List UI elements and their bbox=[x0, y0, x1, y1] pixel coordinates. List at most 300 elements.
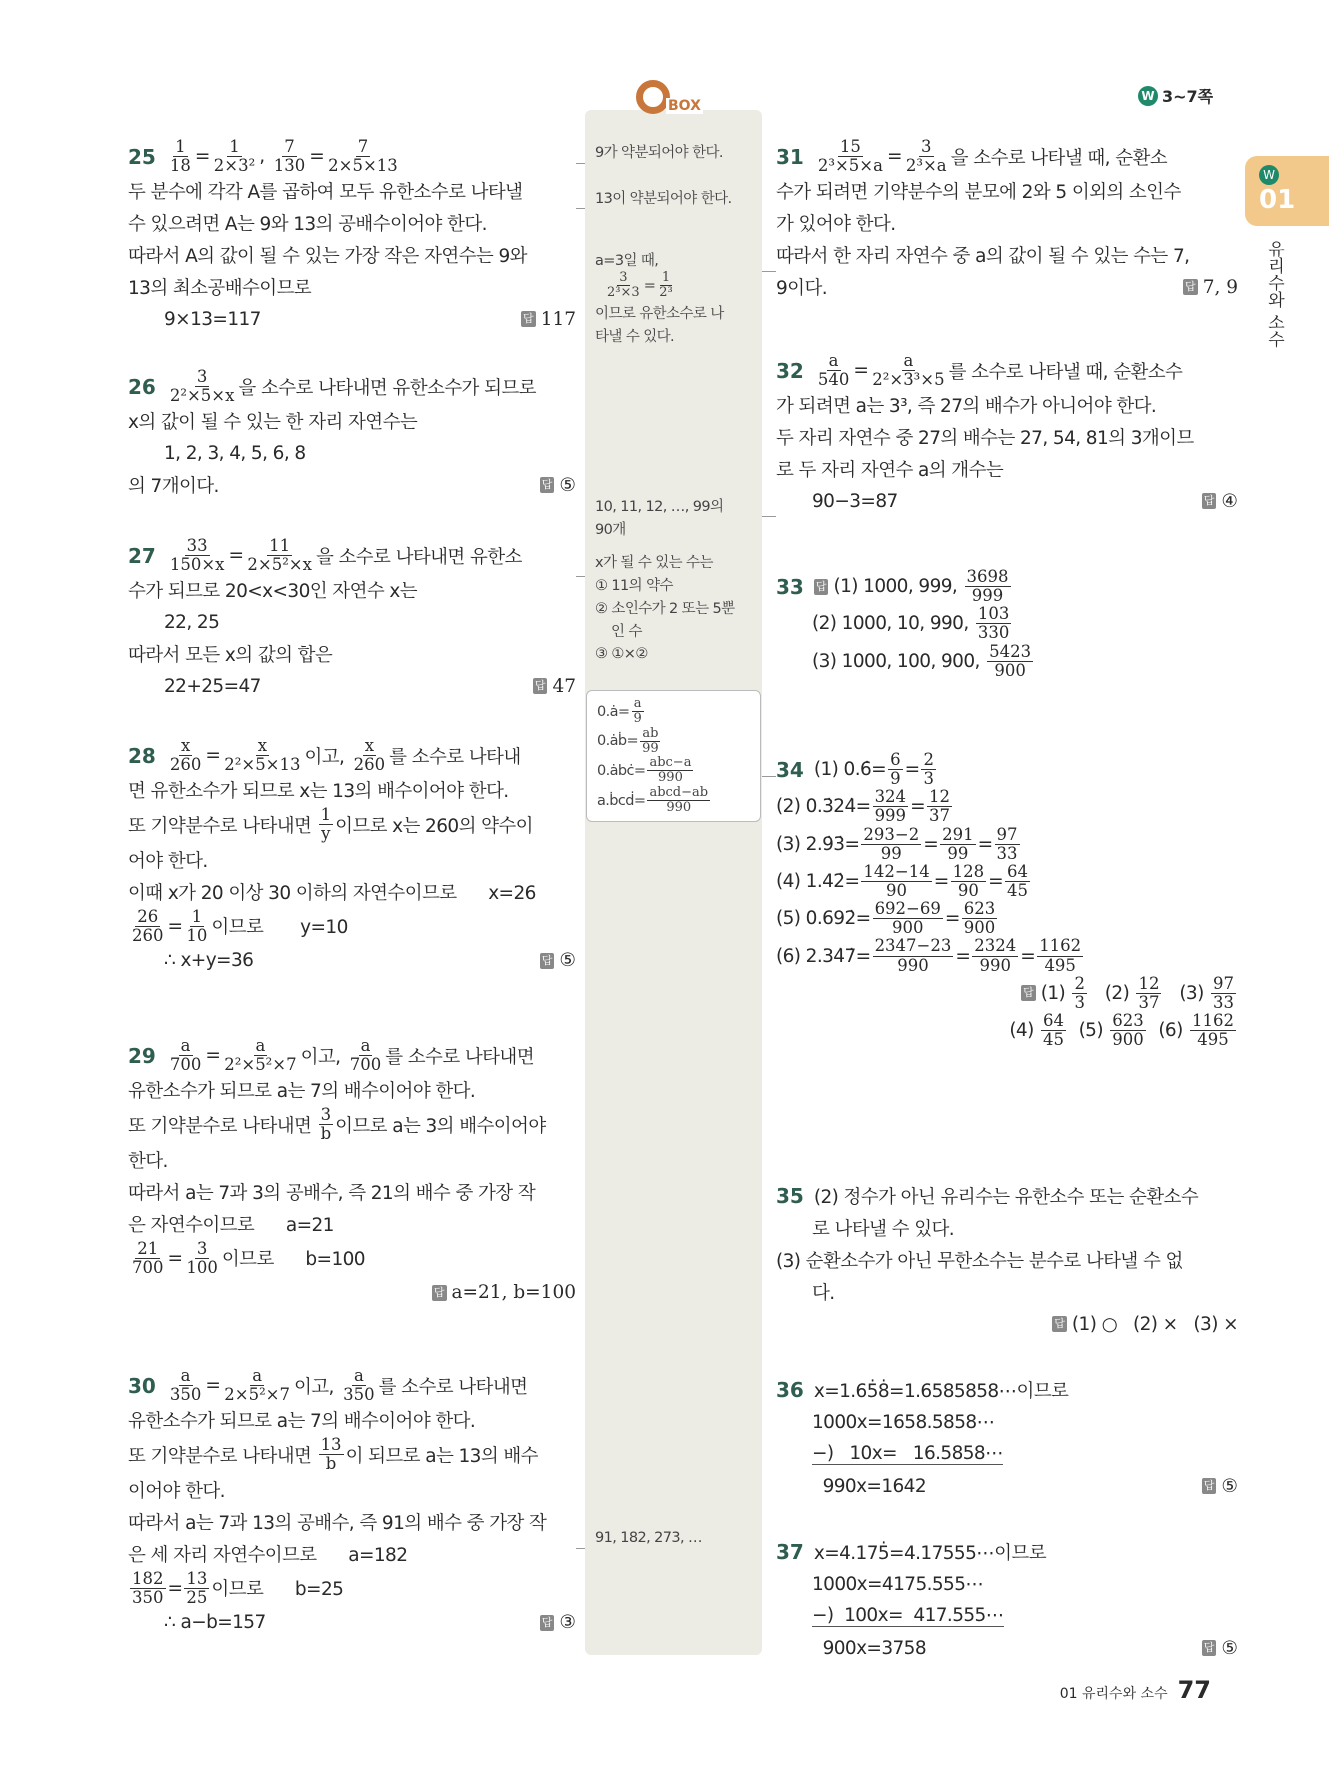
denominator: 99 bbox=[947, 843, 969, 863]
text-line bbox=[595, 271, 759, 301]
text-line bbox=[595, 550, 759, 573]
answer-mark-icon: 답 bbox=[433, 1285, 445, 1299]
problem-28 bbox=[128, 737, 576, 977]
denominator: 2³×a bbox=[905, 156, 947, 176]
text-segment: 로 두 자리 자연수 a의 개수는 bbox=[776, 460, 1004, 482]
fraction bbox=[657, 271, 674, 301]
text-segment: 10, 11, 12, …, 99의 bbox=[595, 499, 724, 515]
qbox-sidebar bbox=[585, 110, 762, 1655]
text-segment: 9가 약분되어야 한다. bbox=[595, 145, 723, 161]
numerator: 97 bbox=[996, 824, 1018, 844]
text-segment: 다. bbox=[812, 1283, 835, 1304]
denominator: 900 bbox=[891, 918, 924, 938]
fraction bbox=[1211, 975, 1236, 1012]
numerator: ab bbox=[642, 725, 659, 741]
text-segment: 로 나타낼 수 있다. bbox=[812, 1219, 955, 1240]
text-line bbox=[128, 207, 576, 239]
text-line bbox=[776, 453, 1238, 485]
chapter-number: 01 bbox=[1259, 185, 1296, 215]
denominator: b bbox=[325, 1454, 337, 1474]
text-segment: 한다. bbox=[128, 1150, 168, 1172]
numerator: 142−14 bbox=[863, 861, 930, 881]
connector-line bbox=[576, 208, 585, 209]
text-line bbox=[776, 1406, 1238, 1438]
fraction bbox=[1072, 975, 1087, 1012]
text-line bbox=[128, 437, 576, 469]
text-segment: 두 자리 자연수 중 27의 배수는 27, 54, 81의 3개이므 bbox=[776, 428, 1194, 450]
fraction bbox=[995, 826, 1020, 863]
fraction bbox=[352, 737, 388, 774]
text-segment: 수가 되려면 기약분수의 분모에 2와 5 이외의 소인수 bbox=[776, 182, 1181, 204]
text-segment: 또 기약분수로 나타내면 bbox=[128, 1115, 317, 1137]
text-segment: = bbox=[988, 870, 1004, 892]
text-line bbox=[595, 248, 759, 271]
fraction bbox=[640, 727, 661, 757]
denominator: 540 bbox=[817, 370, 850, 390]
text-segment: = bbox=[923, 833, 939, 855]
text-line bbox=[595, 1526, 759, 1549]
denominator: 700 bbox=[132, 1257, 164, 1277]
text-segment: ∴ a−b=157 bbox=[164, 1612, 266, 1634]
answer-mark-icon: 답 bbox=[1054, 1317, 1065, 1330]
fraction bbox=[245, 537, 314, 574]
fraction bbox=[130, 1570, 166, 1607]
numerator: 2324 bbox=[974, 936, 1017, 956]
text-segment: 990x=1642 bbox=[812, 1475, 927, 1497]
text-segment: 따라서 모든 x의 값의 합은 bbox=[128, 645, 333, 667]
fraction bbox=[341, 1367, 377, 1404]
text-segment: 수 있으려면 A는 9와 13의 공배수이어야 한다. bbox=[128, 214, 487, 236]
text-line bbox=[128, 1436, 576, 1473]
text-line bbox=[595, 186, 759, 209]
text-line bbox=[597, 727, 750, 757]
denominator: 990 bbox=[979, 955, 1012, 975]
problem-number: 36 bbox=[776, 1378, 804, 1402]
text-line bbox=[776, 1632, 1238, 1664]
text-line bbox=[128, 239, 576, 271]
problem-number: 29 bbox=[128, 1043, 156, 1068]
text-line bbox=[776, 175, 1238, 207]
numerator: a bbox=[180, 1366, 191, 1385]
denominator: 9 bbox=[890, 769, 901, 789]
text-segment: = bbox=[853, 360, 869, 382]
denominator: 18 bbox=[169, 156, 191, 176]
fraction bbox=[962, 900, 998, 937]
text-segment: ② 소인수가 2 또는 5뿐 bbox=[595, 601, 735, 617]
text-segment: 0.ȧ= bbox=[597, 703, 630, 720]
denominator: 2²×3³×5 bbox=[872, 370, 945, 390]
answer-value: ⑤ bbox=[1221, 1637, 1238, 1659]
text-segment: 13의 최소공배수이므로 bbox=[128, 278, 312, 300]
numerator: 623 bbox=[963, 899, 996, 919]
denominator: 100 bbox=[186, 1257, 218, 1277]
text-line bbox=[128, 1037, 576, 1074]
text-segment: (4) 1.42̇= bbox=[776, 870, 860, 892]
answer-value: 47 bbox=[552, 675, 576, 697]
fraction bbox=[873, 788, 909, 825]
denominator: 990 bbox=[658, 770, 683, 786]
text-segment: (1) 1000, 999, bbox=[833, 576, 963, 598]
text-line bbox=[128, 945, 576, 977]
denominator: 90 bbox=[957, 880, 979, 900]
fraction bbox=[348, 1037, 384, 1074]
text-line bbox=[128, 574, 576, 606]
denominator: 9 bbox=[633, 711, 642, 727]
text-segment: (5) bbox=[1068, 1020, 1109, 1042]
text-line bbox=[776, 643, 1238, 680]
numerator: a bbox=[633, 696, 642, 711]
fraction bbox=[319, 1106, 334, 1143]
text-segment: 타낼 수 있다. bbox=[595, 328, 675, 345]
answer-value: ⑤ bbox=[559, 474, 576, 496]
text-segment: (3) 2.9̇3̇= bbox=[776, 833, 860, 855]
denominator: 99 bbox=[880, 843, 902, 863]
numerator: a bbox=[353, 1366, 364, 1385]
text-segment: 이고, bbox=[300, 1046, 346, 1068]
numerator: 33 bbox=[186, 536, 208, 555]
fraction bbox=[184, 1570, 209, 1607]
numerator: 291 bbox=[942, 824, 974, 844]
fraction bbox=[927, 788, 952, 825]
answer bbox=[525, 676, 576, 697]
answer bbox=[532, 950, 576, 971]
text-segment: 면 유한소수가 되므로 x는 13의 배수이어야 한다. bbox=[128, 781, 509, 803]
fraction bbox=[184, 908, 209, 945]
answer-mark-icon: 답 bbox=[541, 953, 553, 967]
numerator: 1 bbox=[320, 805, 332, 825]
text-line bbox=[128, 737, 576, 774]
page-footer bbox=[1060, 1676, 1211, 1704]
problem-number: 27 bbox=[128, 543, 156, 568]
fraction bbox=[168, 368, 237, 405]
denominator: 2²×5×x bbox=[169, 386, 235, 406]
numerator: 293−2 bbox=[863, 824, 920, 844]
text-segment: = bbox=[167, 1577, 183, 1599]
text-line bbox=[595, 517, 759, 540]
text-segment: = bbox=[977, 833, 993, 855]
text-line bbox=[128, 1208, 576, 1240]
text-line bbox=[597, 756, 750, 786]
fraction bbox=[222, 1367, 292, 1404]
text-line bbox=[776, 239, 1238, 271]
problem-37 bbox=[776, 1536, 1238, 1664]
text-line bbox=[776, 1438, 1238, 1470]
fraction bbox=[222, 737, 302, 774]
text-line bbox=[128, 1570, 576, 1607]
text-segment: = bbox=[194, 146, 210, 168]
page-range-header bbox=[1138, 84, 1213, 107]
w-badge-icon: W bbox=[1138, 86, 1158, 106]
answer-value: ⑤ bbox=[559, 950, 576, 972]
text-segment: 유한소수가 되므로 a는 7의 배수이어야 한다. bbox=[128, 1411, 476, 1433]
problem-number: 33 bbox=[776, 574, 804, 599]
w-badge-icon: W bbox=[1259, 165, 1279, 185]
text-line bbox=[128, 271, 576, 303]
sidebar-note bbox=[595, 494, 759, 540]
text-line bbox=[776, 1244, 1238, 1276]
answer-mark-icon: 답 bbox=[523, 312, 534, 326]
problem-number: 35 bbox=[776, 1184, 804, 1208]
text-segment: 9이다. bbox=[776, 278, 827, 300]
text-segment: 이 되므로 a는 13의 배수 bbox=[345, 1445, 538, 1467]
fraction bbox=[168, 537, 227, 574]
text-line bbox=[128, 138, 576, 175]
text-segment: 이므로 b=100 bbox=[221, 1249, 365, 1271]
fraction bbox=[861, 826, 921, 863]
numerator: 3698 bbox=[966, 567, 1009, 586]
denominator: 330 bbox=[977, 623, 1010, 643]
fraction bbox=[904, 138, 949, 175]
text-segment: = bbox=[309, 146, 325, 168]
denominator: y bbox=[321, 824, 331, 844]
fraction bbox=[168, 1367, 204, 1404]
text-line bbox=[595, 324, 759, 347]
text-line bbox=[776, 1276, 1238, 1308]
text-segment: ① 11의 약수 bbox=[595, 578, 673, 594]
problem-number: 34 bbox=[776, 757, 804, 782]
answer-value: 117 bbox=[540, 308, 576, 330]
fraction bbox=[212, 138, 257, 175]
text-segment: = bbox=[944, 908, 960, 930]
denominator: 700 bbox=[349, 1055, 382, 1075]
numerator: a bbox=[360, 1036, 371, 1055]
sidebar-note bbox=[595, 550, 759, 665]
problem-number: 26 bbox=[128, 374, 156, 399]
answer-value: ④ bbox=[1221, 490, 1238, 512]
text-segment: 이고, bbox=[304, 746, 350, 768]
text-line bbox=[776, 352, 1238, 389]
answer bbox=[1194, 1638, 1238, 1659]
fraction bbox=[631, 697, 643, 727]
text-segment: = bbox=[886, 146, 902, 168]
fraction bbox=[1190, 1012, 1236, 1049]
numerator: 1 bbox=[229, 137, 240, 156]
text-segment: = bbox=[167, 915, 183, 937]
text-segment: 은 자연수이므로 a=21 bbox=[128, 1214, 334, 1236]
denominator: 10 bbox=[186, 925, 208, 945]
text-line bbox=[128, 670, 576, 702]
answer-mark-icon: 답 bbox=[541, 478, 553, 492]
text-line bbox=[776, 421, 1238, 453]
fraction bbox=[951, 863, 987, 900]
text-segment: (1) bbox=[1040, 982, 1071, 1004]
connector-line bbox=[576, 1548, 585, 1549]
text-line bbox=[128, 368, 576, 405]
problem-25 bbox=[128, 138, 576, 335]
numerator: 182 bbox=[132, 1568, 164, 1588]
fraction bbox=[1005, 863, 1030, 900]
text-line bbox=[128, 1144, 576, 1176]
text-line bbox=[128, 1367, 576, 1404]
fraction bbox=[168, 138, 193, 175]
text-segment: 이때 x가 20 이상 30 이하의 자연수이므로 x=26 bbox=[128, 882, 536, 904]
numerator: abcd−ab bbox=[649, 784, 709, 800]
denominator: 495 bbox=[1197, 1030, 1229, 1050]
text-line bbox=[128, 175, 576, 207]
text-segment: = bbox=[205, 1045, 221, 1067]
denominator: 2³×5×a bbox=[817, 156, 883, 176]
text-segment: = bbox=[904, 759, 920, 781]
text-segment: (3) bbox=[1163, 982, 1209, 1004]
problem-number: 28 bbox=[128, 743, 156, 768]
denominator: 350 bbox=[169, 1385, 202, 1405]
fraction bbox=[976, 605, 1012, 642]
qbox-logo bbox=[636, 80, 703, 114]
text-line bbox=[776, 900, 1238, 937]
text-line bbox=[128, 1176, 576, 1208]
problem-number: 25 bbox=[128, 144, 156, 169]
answer bbox=[532, 475, 576, 496]
text-segment: 9×13=117 bbox=[164, 308, 261, 330]
fraction bbox=[965, 568, 1011, 605]
text-line bbox=[776, 207, 1238, 239]
denominator: 260 bbox=[132, 925, 164, 945]
text-line bbox=[776, 485, 1238, 517]
numerator: a bbox=[252, 1366, 263, 1385]
fraction bbox=[326, 138, 400, 175]
text-line bbox=[595, 642, 759, 665]
text-segment: = bbox=[933, 870, 949, 892]
answer-mark-icon: 답 bbox=[541, 1615, 553, 1629]
denominator: 260 bbox=[169, 755, 202, 775]
text-segment: 를 소수로 나타내 bbox=[389, 746, 521, 768]
text-segment: 90−3=87 bbox=[812, 490, 898, 512]
fraction bbox=[1037, 937, 1083, 974]
text-segment: = bbox=[955, 945, 971, 967]
problem-number: 37 bbox=[776, 1540, 804, 1564]
denominator: 999 bbox=[971, 586, 1004, 606]
numerator: 3 bbox=[196, 1238, 208, 1258]
denominator: 2×5×13 bbox=[328, 156, 398, 176]
denominator: 2²×5×13 bbox=[224, 755, 301, 775]
fraction bbox=[870, 352, 946, 389]
text-segment: 두 분수에 각각 A를 곱하여 모두 유한소수로 나타낼 bbox=[128, 182, 523, 204]
text-line bbox=[776, 863, 1238, 900]
text-line bbox=[776, 1600, 1238, 1632]
numerator: 692−69 bbox=[874, 899, 941, 919]
denominator: 2³ bbox=[659, 285, 673, 301]
denominator: 45 bbox=[1043, 1030, 1064, 1050]
answer bbox=[1194, 491, 1238, 512]
numerator: 64 bbox=[1043, 1010, 1064, 1030]
text-line bbox=[128, 405, 576, 437]
text-segment: 이고, bbox=[294, 1376, 340, 1398]
text-line bbox=[776, 788, 1238, 825]
text-segment: , bbox=[259, 146, 270, 168]
text-line bbox=[128, 1506, 576, 1538]
fraction bbox=[1110, 1012, 1146, 1049]
fraction bbox=[888, 751, 903, 788]
text-line bbox=[776, 751, 1238, 788]
denominator: 900 bbox=[963, 918, 996, 938]
text-segment: ∴ x+y=36 bbox=[164, 950, 254, 972]
text-segment: 또 기약분수로 나타내면 bbox=[128, 1445, 317, 1467]
text-segment: 의 7개이다. bbox=[128, 476, 219, 498]
denominator: 2×5²×x bbox=[247, 555, 312, 575]
text-line bbox=[128, 908, 576, 945]
fraction bbox=[861, 863, 931, 900]
text-segment: ③ ①×② bbox=[595, 645, 648, 662]
problem-number: 30 bbox=[128, 1373, 156, 1398]
chapter-tab bbox=[1245, 156, 1329, 226]
text-segment: 따라서 a는 7과 13의 공배수, 즉 91의 배수 중 가장 작 bbox=[128, 1512, 547, 1534]
numerator: 103 bbox=[977, 604, 1010, 624]
numerator: 13 bbox=[186, 1568, 208, 1588]
numerator: 1 bbox=[191, 906, 203, 926]
answer-mark-icon: 답 bbox=[815, 579, 827, 593]
numerator: 3 bbox=[196, 367, 208, 386]
text-line bbox=[776, 1568, 1238, 1600]
denominator: 33 bbox=[996, 843, 1018, 863]
text-segment: 1, 2, 3, 4, 5, 6, 8 bbox=[164, 442, 306, 464]
sidebar-note bbox=[595, 1526, 759, 1549]
answer-mark-icon: 답 bbox=[1203, 494, 1215, 508]
text-segment: = bbox=[205, 745, 221, 767]
text-line bbox=[595, 596, 759, 619]
text-segment: 를 소수로 나타내면 bbox=[378, 1376, 528, 1398]
numerator: 324 bbox=[874, 787, 907, 807]
text-line bbox=[595, 619, 759, 642]
numerator: 11 bbox=[269, 536, 291, 555]
text-line bbox=[128, 844, 576, 876]
text-segment: = bbox=[910, 796, 925, 818]
denominator: 90 bbox=[886, 880, 908, 900]
q-logo-icon bbox=[636, 80, 670, 114]
text-line bbox=[128, 1240, 576, 1277]
fraction bbox=[816, 138, 885, 175]
fraction bbox=[272, 138, 308, 175]
text-segment: (2) 정수가 아닌 유리수는 유한소수 또는 순환소수 bbox=[813, 1187, 1199, 1208]
denominator: 700 bbox=[169, 1055, 202, 1075]
denominator: 37 bbox=[1138, 992, 1160, 1012]
footer-chapter: 01 유리수와 소수 bbox=[1059, 1686, 1168, 1702]
text-segment: = bbox=[167, 1247, 183, 1269]
denominator: 2³×3 bbox=[607, 285, 640, 301]
text-line bbox=[776, 138, 1238, 175]
text-segment: 0.ȧbċ= bbox=[597, 762, 646, 779]
problem-33 bbox=[776, 568, 1238, 680]
text-segment: 가 있어야 한다. bbox=[776, 214, 896, 236]
text-line bbox=[128, 1277, 576, 1309]
text-segment: 1000x=4175.555⋯ bbox=[812, 1573, 984, 1595]
formula-box bbox=[586, 690, 761, 822]
text-segment: x가 될 수 있는 수는 bbox=[595, 555, 713, 571]
text-segment: (3) 1000, 100, 900, bbox=[812, 650, 986, 672]
problem-number: 31 bbox=[776, 144, 804, 169]
text-line bbox=[776, 1212, 1238, 1244]
text-segment: −) 100x= 417.555⋯ bbox=[812, 1605, 1004, 1626]
text-line bbox=[128, 1106, 576, 1143]
problem-36 bbox=[776, 1374, 1238, 1502]
text-line bbox=[595, 140, 759, 163]
answer-value: ⑤ bbox=[1221, 1475, 1238, 1497]
numerator: 1162 bbox=[1039, 936, 1082, 956]
fraction bbox=[168, 1037, 204, 1074]
text-segment: x의 값이 될 수 있는 한 자리 자연수는 bbox=[128, 412, 418, 434]
problem-31 bbox=[776, 138, 1238, 303]
text-line bbox=[595, 301, 759, 324]
text-segment: = bbox=[643, 277, 656, 294]
answer bbox=[513, 309, 576, 330]
fraction bbox=[319, 1436, 344, 1473]
text-line bbox=[597, 786, 750, 816]
text-segment: 을 소수로 나타내면 유한소 bbox=[315, 546, 522, 568]
fraction bbox=[647, 786, 710, 816]
text-segment: (5) 0.692̇= bbox=[776, 908, 871, 930]
answer-mark-icon: 답 bbox=[534, 679, 546, 693]
fraction bbox=[605, 271, 642, 301]
text-segment: 를 소수로 나타내면 bbox=[385, 1046, 534, 1068]
